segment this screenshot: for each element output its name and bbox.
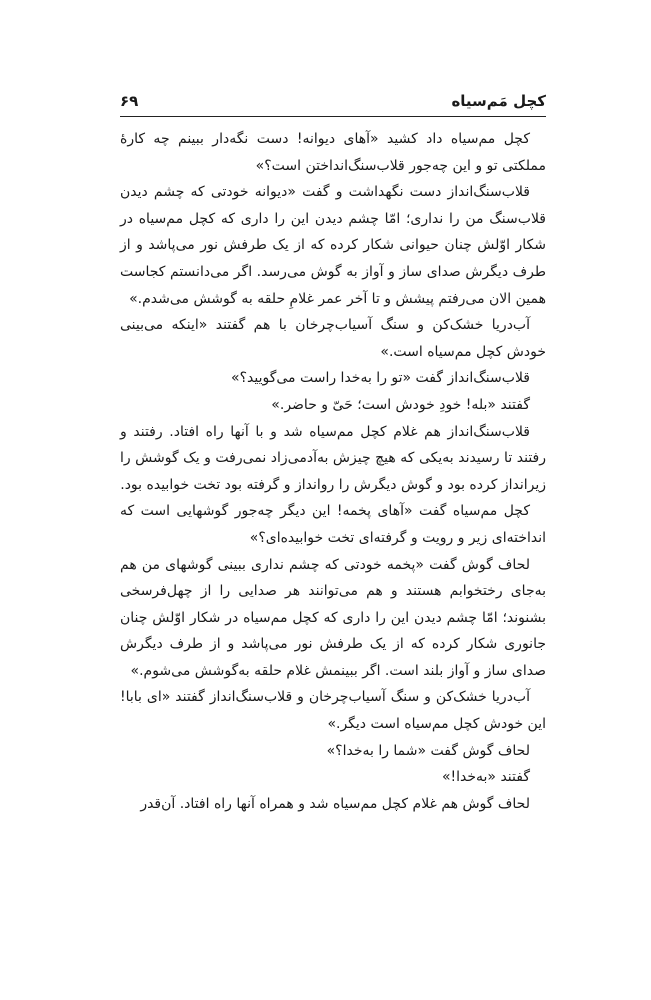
- page-number: ۶۹: [120, 92, 139, 110]
- paragraph: آب‌دریا خشک‌کن و سنگ آسیاب‌چرخان و قلاب‌سنگ‌انداز گفتند «ای بابا! این خودش کچل مم‌سیاه است دیگر.»: [120, 689, 546, 733]
- paragraph: قلاب‌سنگ‌انداز هم غلام کچل مم‌سیاه شد و با آنها راه افتاد. رفتند و رفتند تا رسیدند به‌یکی که هیچ چیزش به‌آدمی‌زاد نمی‌رفت و یک گوشش را زیرانداز کرده بود و گوش دیگرش را روانداز و گرفته بود تخت خوابیده بود.: [120, 423, 546, 493]
- body-text: [120, 126, 546, 817]
- paragraph: گفتند «بله! خودِ خودش است؛ حَیّ و حاضر.»: [271, 396, 530, 413]
- paragraph: آب‌دریا خشک‌کن و سنگ آسیاب‌چرخان با هم گفتند «اینکه می‌بینی خودش کچل مم‌سیاه است.»: [120, 317, 546, 360]
- paragraph: قلاب‌سنگ‌انداز گفت «تو را به‌خدا راست می‌گویید؟»: [231, 370, 530, 387]
- paragraph: کچل مم‌سیاه گفت «آهای پخمه! این دیگر چه‌جور گوشهایی است که انداخته‌ای زیر و رویت و گرفته‌ای تخت خوابیده‌ای؟»: [120, 503, 546, 546]
- running-title: کچل مَم‌سیاه: [451, 92, 546, 110]
- paragraph: لحاف گوش گفت «شما را به‌خدا؟»: [326, 742, 530, 759]
- paragraph: لحاف گوش گفت «پخمه خودتی که چشم نداری ببینی گوشهای من هم به‌جای رختخوابم هستند و هم می‌توانند هر صدایی را از چهل‌فرسخی بشنوند؛ امّا چشم دیدن این را داری که کچل مم‌سیاه در شکار اوّلش چنان جانوری شکار کرده که از یک طرفش نور می‌پاشد و از طرف دیگرش صدای ساز و آواز بلند است. اگر ببینمش غلام حلقه به‌گوشش می‌شوم.»: [120, 556, 546, 679]
- paragraph: گفتند «به‌خدا!»: [441, 769, 530, 786]
- paragraph: کچل مم‌سیاه داد کشید «آهای دیوانه! دست نگه‌دار ببینم چه کارهٔ مملکتی تو و این چه‌جور قلاب‌سنگ‌انداختن است؟»: [120, 131, 546, 174]
- paragraph: قلاب‌سنگ‌انداز دست نگهداشت و گفت «دیوانه خودتی که چشم دیدن قلاب‌سنگ من را نداری؛ امّا چشم دیدن این را داری که کچل مم‌سیاه در شکار اوّلش چنان حیوانی شکار کرده که از یک طرفش نور می‌پاشد و از طرف دیگرش صدای ساز و آواز به گوش می‌رسد. اگر می‌دانستم کجاست همین الان می‌رفتم پیشش و تا آخر عمر غلامِ حلقه به گوشش می‌شدم.»: [120, 184, 546, 307]
- header-rule: [120, 116, 546, 117]
- page-header: [120, 92, 546, 116]
- paragraph: لحاف گوش هم غلام کچل مم‌سیاه شد و همراه آنها راه افتاد. آن‌قدر: [140, 795, 530, 812]
